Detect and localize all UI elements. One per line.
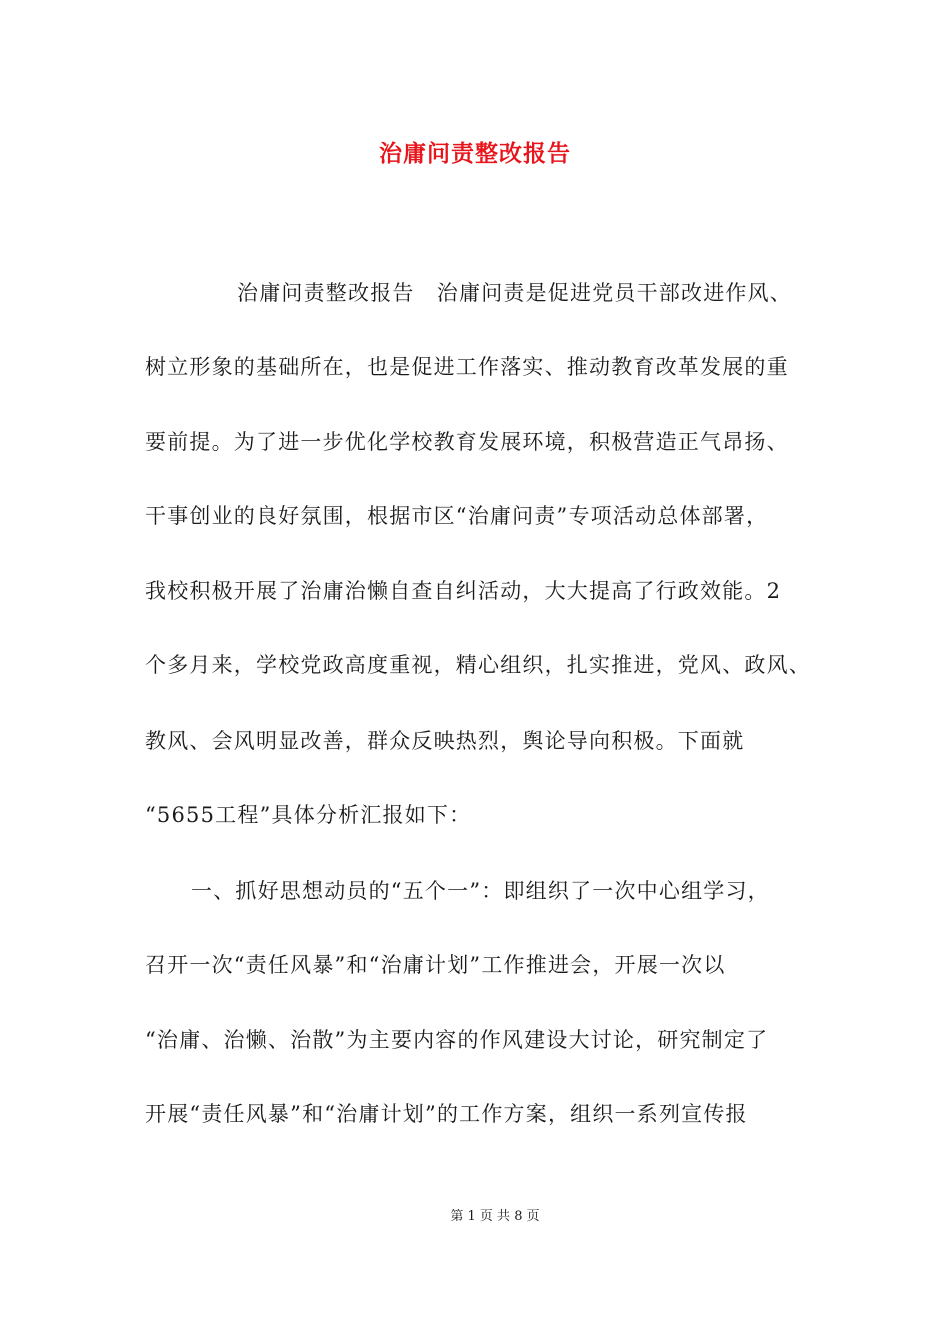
body-line-8: “5655工程”具体分析汇报如下： [145,803,472,827]
body-line-6: 个多月来，学校党政高度重视，精心组织，扎实推进，党风、政风、 [145,653,811,677]
body-line-5: 我校积极开展了治庸治懒自查自纠活动，大大提高了行政效能。2 [145,579,782,603]
body-line-9: 一、抓好思想动员的“五个一”：即组织了一次中心组学习， [191,879,770,903]
page-number-footer: 第 1 页 共 8 页 [450,1209,540,1224]
body-line-12: 开展“责任风暴”和“治庸计划”的工作方案，组织一系列宣传报 [145,1102,748,1126]
body-line-2: 树立形象的基础所在，也是促进工作落实、推动教育改革发展的重 [145,355,789,379]
document-title: 治庸问责整改报告 [379,140,571,167]
body-line-3: 要前提。为了进一步优化学校教育发展环境，积极营造正气昂扬、 [145,430,789,454]
body-line-4: 干事创业的良好氛围，根据市区“治庸问责”专项活动总体部署， [145,504,769,528]
body-line-11: “治庸、治懒、治散”为主要内容的作风建设大讨论，研究制定了 [145,1028,769,1052]
body-line-10: 召开一次“责任风暴”和“治庸计划”工作推进会，开展一次以 [145,953,726,977]
body-line-1: 治庸问责整改报告 治庸问责是促进党员干部改进作风、 [237,281,792,305]
body-line-7: 教风、会风明显改善，群众反映热烈，舆论导向积极。下面就 [145,729,745,753]
